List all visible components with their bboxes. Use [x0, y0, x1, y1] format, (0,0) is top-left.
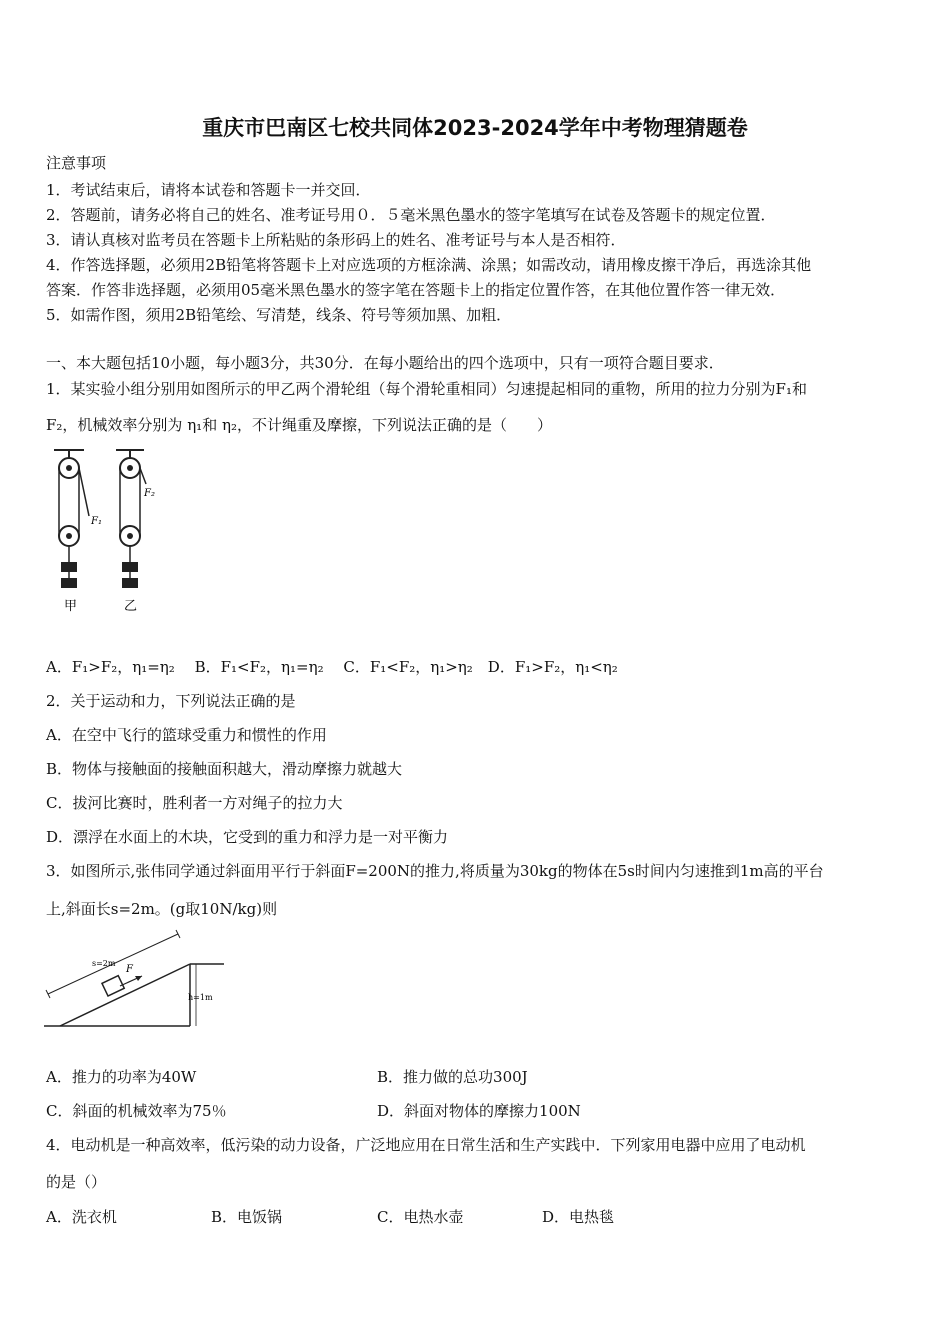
- label-h: h=1m: [188, 993, 213, 1002]
- q3-option-b: B．推力做的总功300J: [377, 1068, 528, 1086]
- q3-stem-line2: 上,斜面长s=2m。(g取10N/kg)则: [46, 900, 278, 918]
- q4-stem-line1: 4．电动机是一种高效率，低污染的动力设备，广泛地应用在日常生活和生产实践中．下列家用电器中应用了电动机: [46, 1136, 806, 1154]
- q3-option-d: D．斜面对物体的摩擦力100N: [377, 1102, 581, 1120]
- label-jia: 甲: [64, 599, 78, 614]
- notice-heading: 注意事项: [46, 154, 107, 172]
- q4-option-b: B．电饭锅: [211, 1208, 283, 1226]
- page-title: 重庆市巴南区七校共同体2023-2024学年中考物理猜题卷: [202, 116, 748, 140]
- notice-item: 2．答题前，请务必将自己的姓名、准考证号用０．５毫米黑色墨水的签字笔填写在试卷及答题卡的规定位置．: [46, 206, 776, 224]
- q4-stem-line2: 的是（）: [46, 1173, 107, 1191]
- slope-line: [60, 964, 190, 1026]
- q2-option-d: D．漂浮在水面上的木块，它受到的重力和浮力是一对平衡力: [46, 828, 449, 846]
- pulley-figure: [44, 444, 174, 624]
- q2-option-a: A．在空中飞行的篮球受重力和惯性的作用: [46, 726, 327, 744]
- label-yi: 乙: [124, 599, 138, 614]
- notice-item: 1．考试结束后，请将本试卷和答题卡一并交回．: [46, 181, 371, 199]
- q2-stem: 2．关于运动和力，下列说法正确的是: [46, 692, 296, 710]
- label-s: s=2m: [92, 959, 116, 968]
- q1-options: A．F₁>F₂，η₁=η₂ B．F₁<F₂，η₁=η₂ C．F₁<F₂，η₁>η₂ D．F₁>F₂，η₁<η₂: [46, 658, 618, 676]
- weight-yi-2: [122, 578, 138, 588]
- section-heading: 一、本大题包括10小题，每小题3分，共30分．在每小题给出的四个选项中，只有一项符合题目要求．: [46, 354, 724, 372]
- q4-option-d: D．电热毯: [542, 1208, 615, 1226]
- label-f: F: [126, 964, 133, 975]
- label-f2: F₂: [144, 488, 155, 499]
- incline-figure: [44, 928, 234, 1032]
- notice-item: 4．作答选择题，必须用2B铅笔将答题卡上对应选项的方框涂满、涂黑；如需改动，请用橡皮擦干净后，再选涂其他: [46, 256, 812, 274]
- q3-stem-line1: 3．如图所示,张伟同学通过斜面用平行于斜面F=200N的推力,将质量为30kg的物体在5s时间内匀速推到1m高的平台: [46, 862, 824, 880]
- q1-stem-line2: F₂，机械效率分别为 η₁和 η₂，不计绳重及摩擦，下列说法正确的是（ ）: [46, 416, 552, 434]
- label-f1: F₁: [91, 516, 102, 527]
- weight-jia-2: [61, 578, 77, 588]
- notice-item: 3．请认真核对监考员在答题卡上所粘贴的条形码上的姓名、准考证号与本人是否相符．: [46, 231, 626, 249]
- q3-option-a: A．推力的功率为40W: [46, 1068, 197, 1086]
- q3-option-c: C．斜面的机械效率为75％: [46, 1102, 227, 1120]
- q4-option-c: C．电热水壶: [377, 1208, 464, 1226]
- q4-option-a: A．洗衣机: [46, 1208, 117, 1226]
- weight-jia-1: [61, 562, 77, 572]
- q2-option-c: C．拔河比赛时，胜利者一方对绳子的拉力大: [46, 794, 343, 812]
- notice-item: 答案．作答非选择题，必须用05毫米黑色墨水的签字笔在答题卡上的指定位置作答，在其他位置作答一律无效．: [46, 281, 786, 299]
- q1-stem-line1: 1．某实验小组分别用如图所示的甲乙两个滑轮组（每个滑轮重相同）匀速提起相同的重物，所用的拉力分别为F₁和: [46, 380, 807, 398]
- q2-option-b: B．物体与接触面的接触面积越大，滑动摩擦力就越大: [46, 760, 403, 778]
- notice-item: 5．如需作图，须用2B铅笔绘、写清楚，线条、符号等须加黑、加粗．: [46, 306, 512, 324]
- weight-yi-1: [122, 562, 138, 572]
